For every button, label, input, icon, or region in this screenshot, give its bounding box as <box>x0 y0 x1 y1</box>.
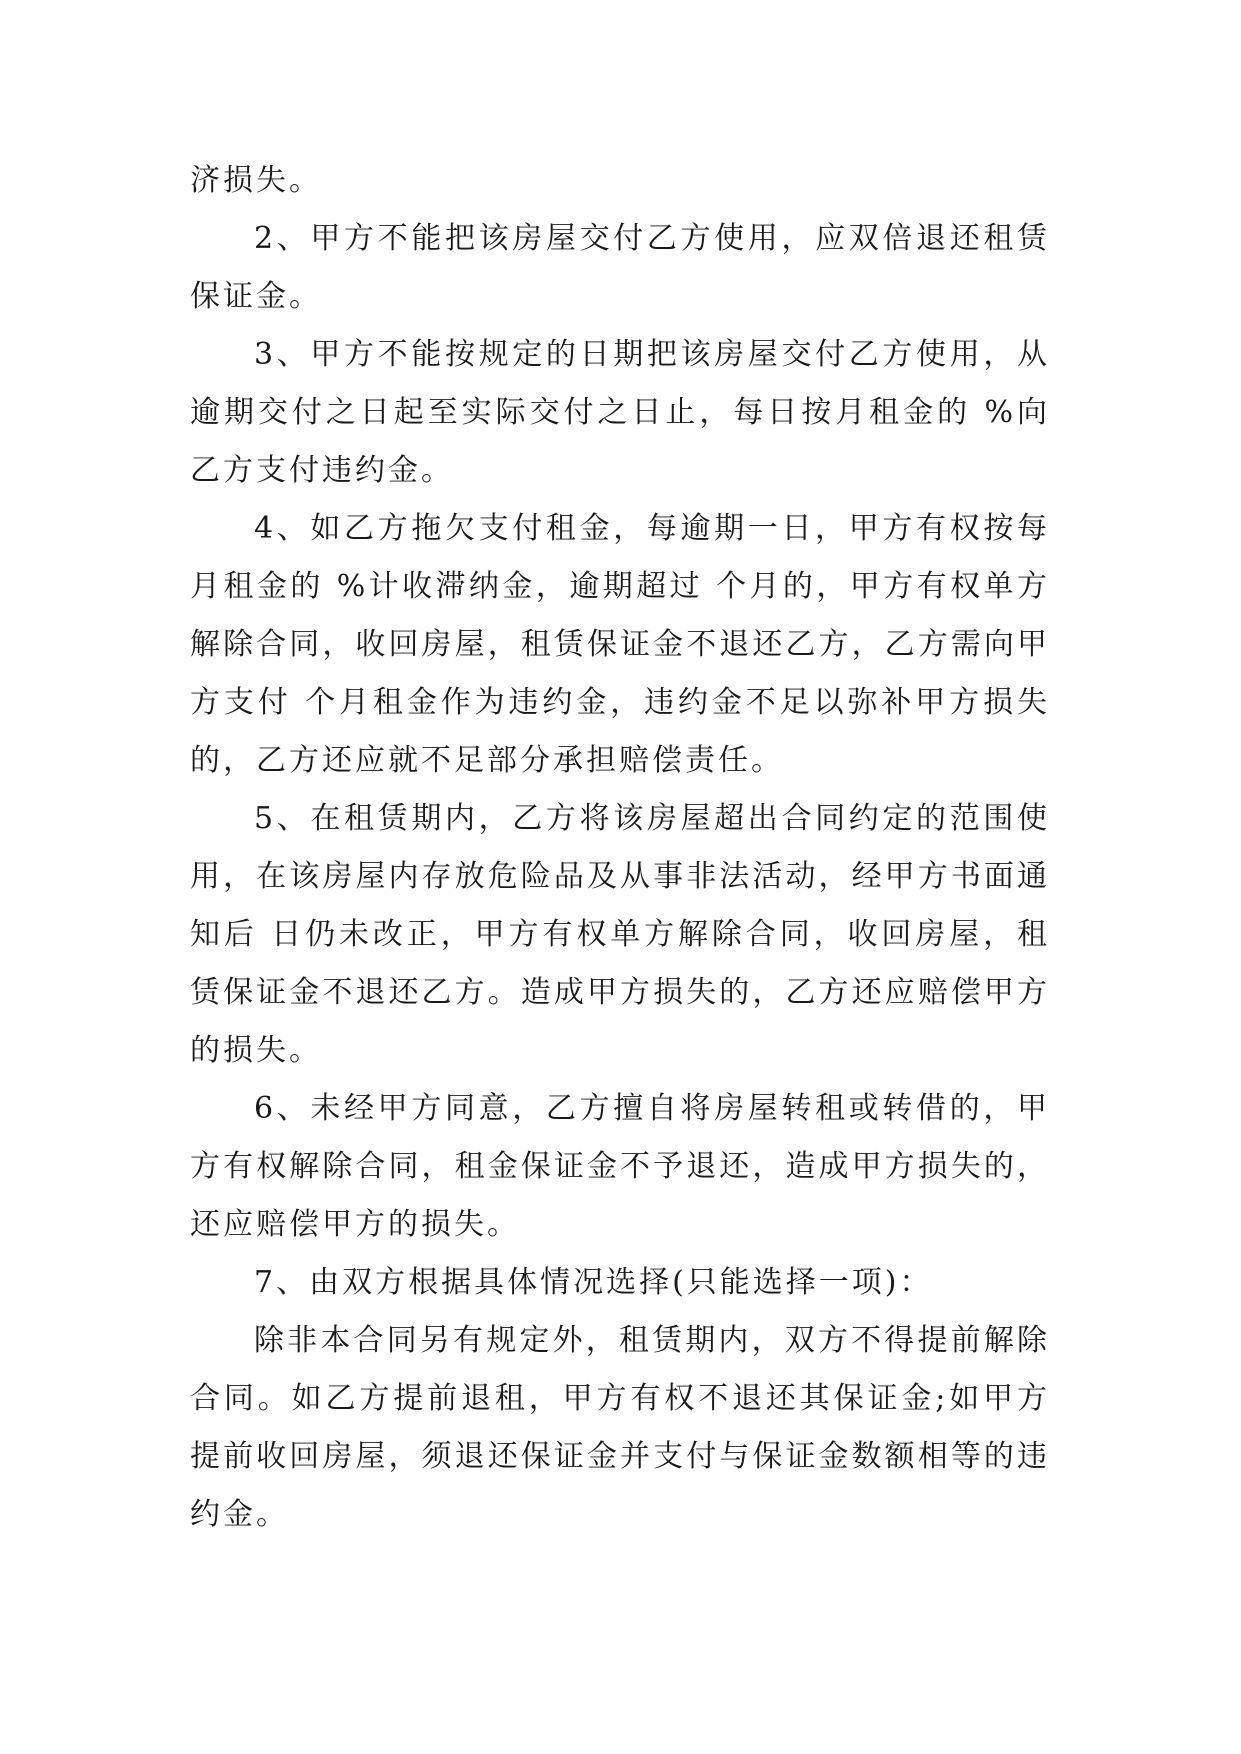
clause-6: 6、未经甲方同意，乙方擅自将房屋转租或转借的，甲方有权解除合同，租金保证金不予退还，造成甲方损失的，还应赔偿甲方的损失。 <box>190 1091 1050 1242</box>
clause-5: 5、在租赁期内，乙方将该房屋超出合同约定的范围使用，在该房屋内存放危险品及从事非法活动，经甲方书面通知后 日仍未改正，甲方有权单方解除合同，收回房屋，租赁保证金不退还乙方。造成甲方损失的，乙方还应赔偿甲方的损失。 <box>190 801 1050 1068</box>
clause-7-option: 除非本合同另有规定外，租赁期内，双方不得提前解除合同。如乙方提前退租，甲方有权不退还其保证金;如甲方提前收回房屋，须退还保证金并支付与保证金数额相等的违约金。 <box>190 1323 1050 1532</box>
clause-4: 4、如乙方拖欠支付租金，每逾期一日，甲方有权按每月租金的 %计收滞纳金，逾期超过 个月的，甲方有权单方解除合同，收回房屋，租赁保证金不退还乙方，乙方需向甲方支付 个月租金作为违约金，违约金不足以弥补甲方损失的，乙方还应就不足部分承担赔偿责任。 <box>190 511 1050 778</box>
document-body <box>190 152 1050 1544</box>
clause-3: 3、甲方不能按规定的日期把该房屋交付乙方使用，从逾期交付之日起至实际交付之日止，每日按月租金的 %向乙方支付违约金。 <box>190 337 1050 488</box>
clause-7: 7、由双方根据具体情况选择(只能选择一项)： <box>254 1265 933 1300</box>
paragraph-continuation: 济损失。 <box>190 163 322 198</box>
clause-2: 2、甲方不能把该房屋交付乙方使用，应双倍退还租赁保证金。 <box>190 221 1050 314</box>
